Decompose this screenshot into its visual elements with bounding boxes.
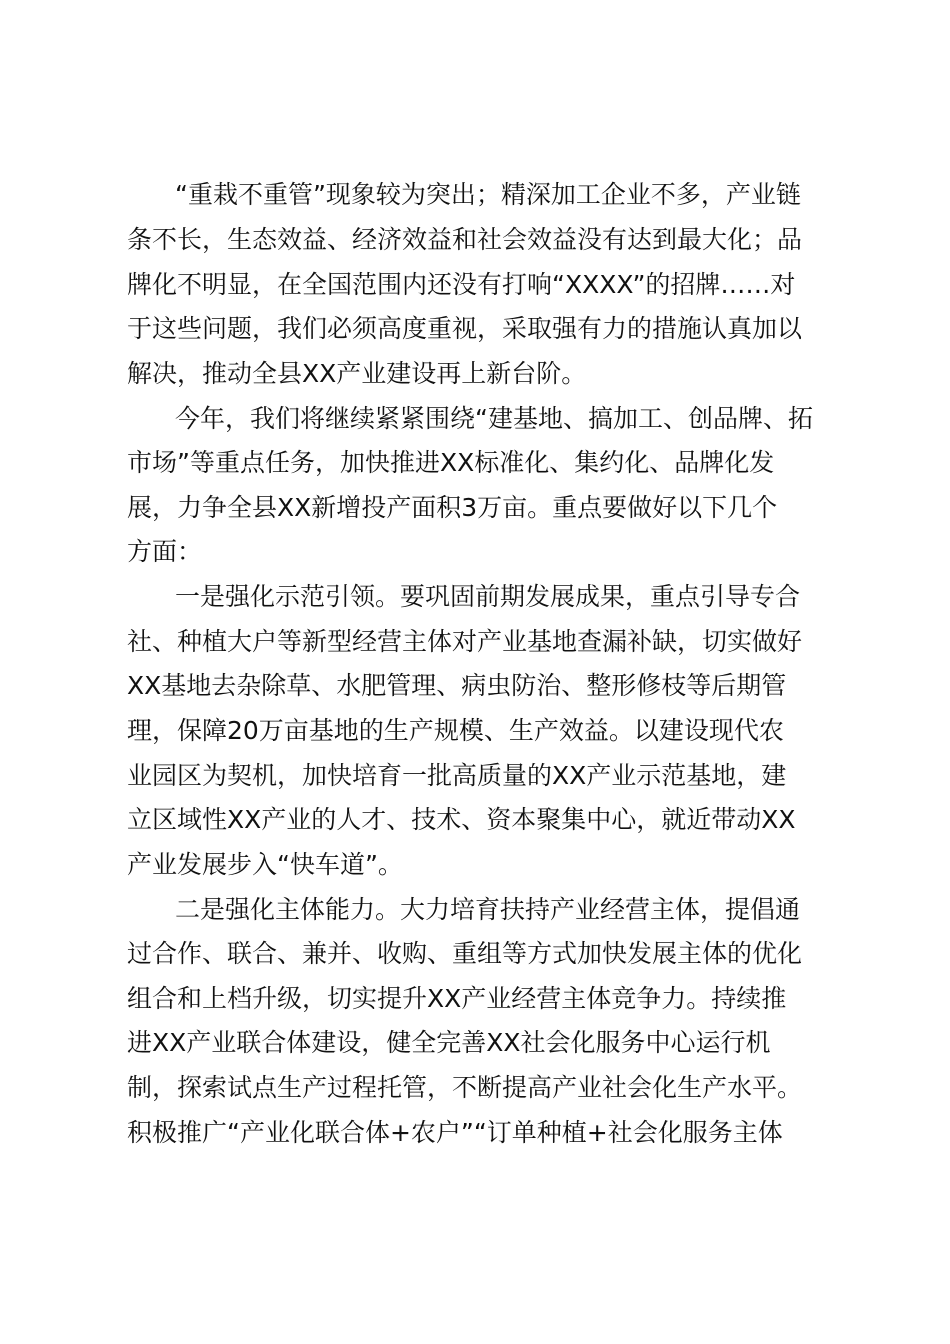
text-line: 进XX产业联合体建设，健全完善XX社会化服务中心运行机 bbox=[127, 1028, 771, 1057]
text-line: 条不长，生态效益、经济效益和社会效益没有达到最大化；品 bbox=[127, 225, 803, 254]
text-line: 今年，我们将继续紧紧围绕“建基地、搞加工、创品牌、拓 bbox=[175, 404, 813, 433]
text-line: 社、种植大户等新型经营主体对产业基地查漏补缺，切实做好 bbox=[127, 627, 803, 656]
text-line: 市场”等重点任务，加快推进XX标准化、集约化、品牌化发 bbox=[127, 448, 775, 477]
text-line: 方面： bbox=[127, 537, 203, 566]
text-line: 一是强化示范引领。要巩固前期发展成果，重点引导专合 bbox=[175, 582, 801, 611]
text-line: 组合和上档升级，切实提升XX产业经营主体竞争力。持续推 bbox=[127, 984, 787, 1013]
text-line: XX基地去杂除草、水肥管理、病虫防治、整形修枝等后期管 bbox=[127, 671, 787, 700]
text-line: 解决，推动全县XX产业建设再上新台阶。 bbox=[127, 359, 587, 388]
text-line: 牌化不明显，在全国范围内还没有打响“XXXX”的招牌……对 bbox=[127, 270, 796, 299]
text-line: 产业发展步入“快车道”。 bbox=[127, 850, 403, 879]
text-line: 过合作、联合、兼并、收购、重组等方式加快发展主体的优化 bbox=[127, 939, 803, 968]
text-line: 立区域性XX产业的人才、技术、资本聚集中心，就近带动XX bbox=[127, 805, 796, 834]
text-line: 展，力争全县XX新增投产面积3万亩。重点要做好以下几个 bbox=[127, 493, 778, 522]
text-line: 业园区为契机，加快培育一批高质量的XX产业示范基地，建 bbox=[127, 761, 787, 790]
text-line: 积极推广“产业化联合体+农户”“订单种植+社会化服务主体 bbox=[127, 1118, 783, 1147]
text-line: 制，探索试点生产过程托管，不断提高产业社会化生产水平。 bbox=[127, 1073, 803, 1102]
text-line: “重栽不重管”现象较为突出；精深加工企业不多，产业链 bbox=[175, 180, 801, 209]
text-line: 理，保障20万亩基地的生产规模、生产效益。以建设现代农 bbox=[127, 716, 784, 745]
text-line: 二是强化主体能力。大力培育扶持产业经营主体，提倡通 bbox=[175, 895, 801, 924]
text-line: 于这些问题，我们必须高度重视，采取强有力的措施认真加以 bbox=[127, 314, 803, 343]
